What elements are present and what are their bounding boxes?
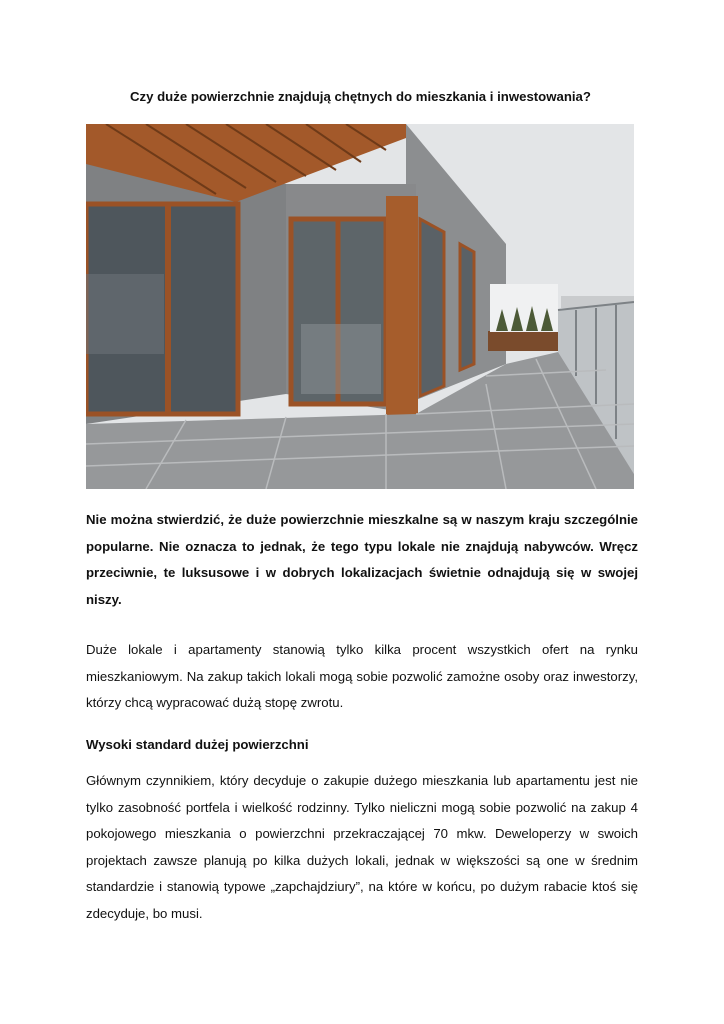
body-paragraph-1: Duże lokale i apartamenty stanowią tylko kilka procent wszystkich ofert na rynku mieszkaniowym. Na zakup takich lokali mogą sobie pozwolić zamożne osoby oraz inwestorzy, którzy chcą wypracować dużą stopę zwrotu. xyxy=(86,642,638,710)
document-title: Czy duże powierzchnie znajdują chętnych do mieszkania i inwestowania? xyxy=(130,89,591,104)
lead-paragraph: Nie można stwierdzić, że duże powierzchnie mieszkalne są w naszym kraju szczególnie popularne. Nie oznacza to jednak, że tego typu lokale nie znajdują nabywców. Wręcz przeciwnie, te luksusowe i w dobrych lokalizacjach świetnie odnajdują się w swojej niszy. xyxy=(86,512,638,607)
terrace-photo xyxy=(86,124,634,489)
section-heading: Wysoki standard dużej powierzchni xyxy=(86,737,309,752)
body-paragraph-2: Głównym czynnikiem, który decyduje o zakupie dużego mieszkania lub apartamentu jest nie tylko zasobność portfela i wielkość rodzinny. Tylko nieliczni mogą sobie pozwolić na zakup 4 pokojowego mieszkania o powierzchni przekraczającej 70 mkw. Deweloperzy w swoich projektach zawsze planują po kilka dużych lokali, jednak w większości są one w średnim standardzie i stanowią typowe „zapchajdziury”, na które w końcu, po dużym rabacie ktoś się zdecyduje, bo musi. xyxy=(86,773,638,921)
